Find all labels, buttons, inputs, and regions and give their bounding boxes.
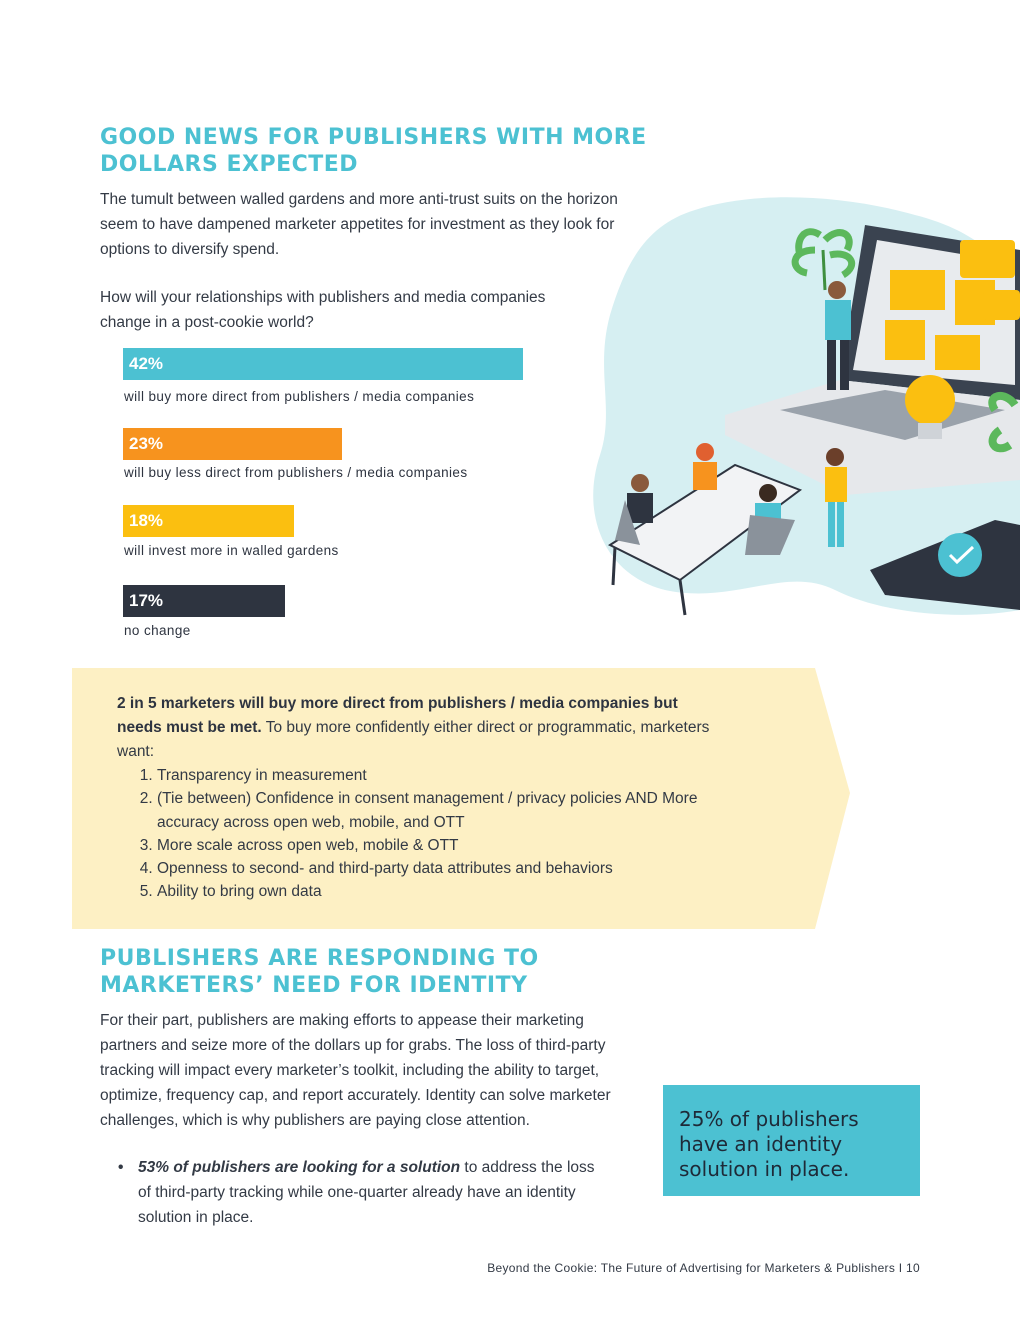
section-heading	[100, 124, 647, 178]
heading-line: MARKETERS’ NEED FOR IDENTITY	[100, 973, 528, 998]
callout-lead-rest: To buy more confidently either direct or programmatic, marketers want:	[117, 719, 710, 760]
list-item: 3. More scale across open web, mobile & OTT	[157, 834, 717, 857]
bar: 17%	[123, 585, 285, 617]
stat-box-text: 25% of publishers have an identity solution in place.	[679, 1107, 859, 1181]
workspace-illustration	[585, 195, 1020, 630]
list-item: 1. Transparency in measurement	[157, 764, 717, 787]
heading-line: GOOD NEWS FOR PUBLISHERS WITH MORE	[100, 125, 647, 150]
bar-category-label: will invest more in walled gardens	[124, 543, 339, 558]
bullet-rest: to address the loss of third-party tracking while one-quarter already have an identity solution in place.	[138, 1159, 595, 1226]
callout-box	[72, 668, 850, 929]
section2-body: For their part, publishers are making efforts to appease their marketing partners and seize more of the dollars up for grabs. The loss of third-party tracking will impact every marketer’s toolkit, including the ability to target, optimize, frequency cap, and report accurately. Identity can solve marketer challenges, which is why publishers are paying close attention.	[100, 1012, 611, 1129]
bullet-dot: •	[118, 1159, 124, 1176]
heading-line: PUBLISHERS ARE RESPONDING TO	[100, 946, 539, 971]
bar: 42%	[123, 348, 523, 380]
callout-bold-lead: 2 in 5 marketers will buy more direct from publishers / media companies but needs must be met.	[117, 695, 678, 736]
bar-category-label: no change	[124, 623, 191, 638]
survey-question: How will your relationships with publishers and media companies change in a post-cookie world?	[100, 289, 546, 331]
list-item: 2. (Tie between) Confidence in consent management / privacy policies AND More accuracy across open web, mobile, and OTT	[157, 787, 717, 834]
bullet-item	[118, 1155, 608, 1230]
bar-category-label: will buy more direct from publishers / media companies	[124, 389, 475, 404]
bar: 23%	[123, 428, 342, 460]
section-heading	[100, 945, 539, 999]
intro-paragraph: The tumult between walled gardens and more anti-trust suits on the horizon seem to have dampened marketer appetites for investment as they look for options to diversify spend.	[100, 191, 618, 258]
page-footer: Beyond the Cookie: The Future of Advertising for Marketers & Publishers I 10	[487, 1261, 920, 1275]
bar: 18%	[123, 505, 294, 537]
bar-category-label: will buy less direct from publishers / media companies	[124, 465, 468, 480]
callout-text	[117, 692, 717, 904]
bullet-bold: 53% of publishers are looking for a solution	[138, 1159, 461, 1176]
stat-box	[663, 1085, 920, 1196]
needs-list	[117, 764, 717, 904]
list-item: 4. Openness to second- and third-party data attributes and behaviors	[157, 857, 717, 880]
heading-line: DOLLARS EXPECTED	[100, 152, 359, 177]
list-item: 5. Ability to bring own data	[157, 880, 717, 903]
